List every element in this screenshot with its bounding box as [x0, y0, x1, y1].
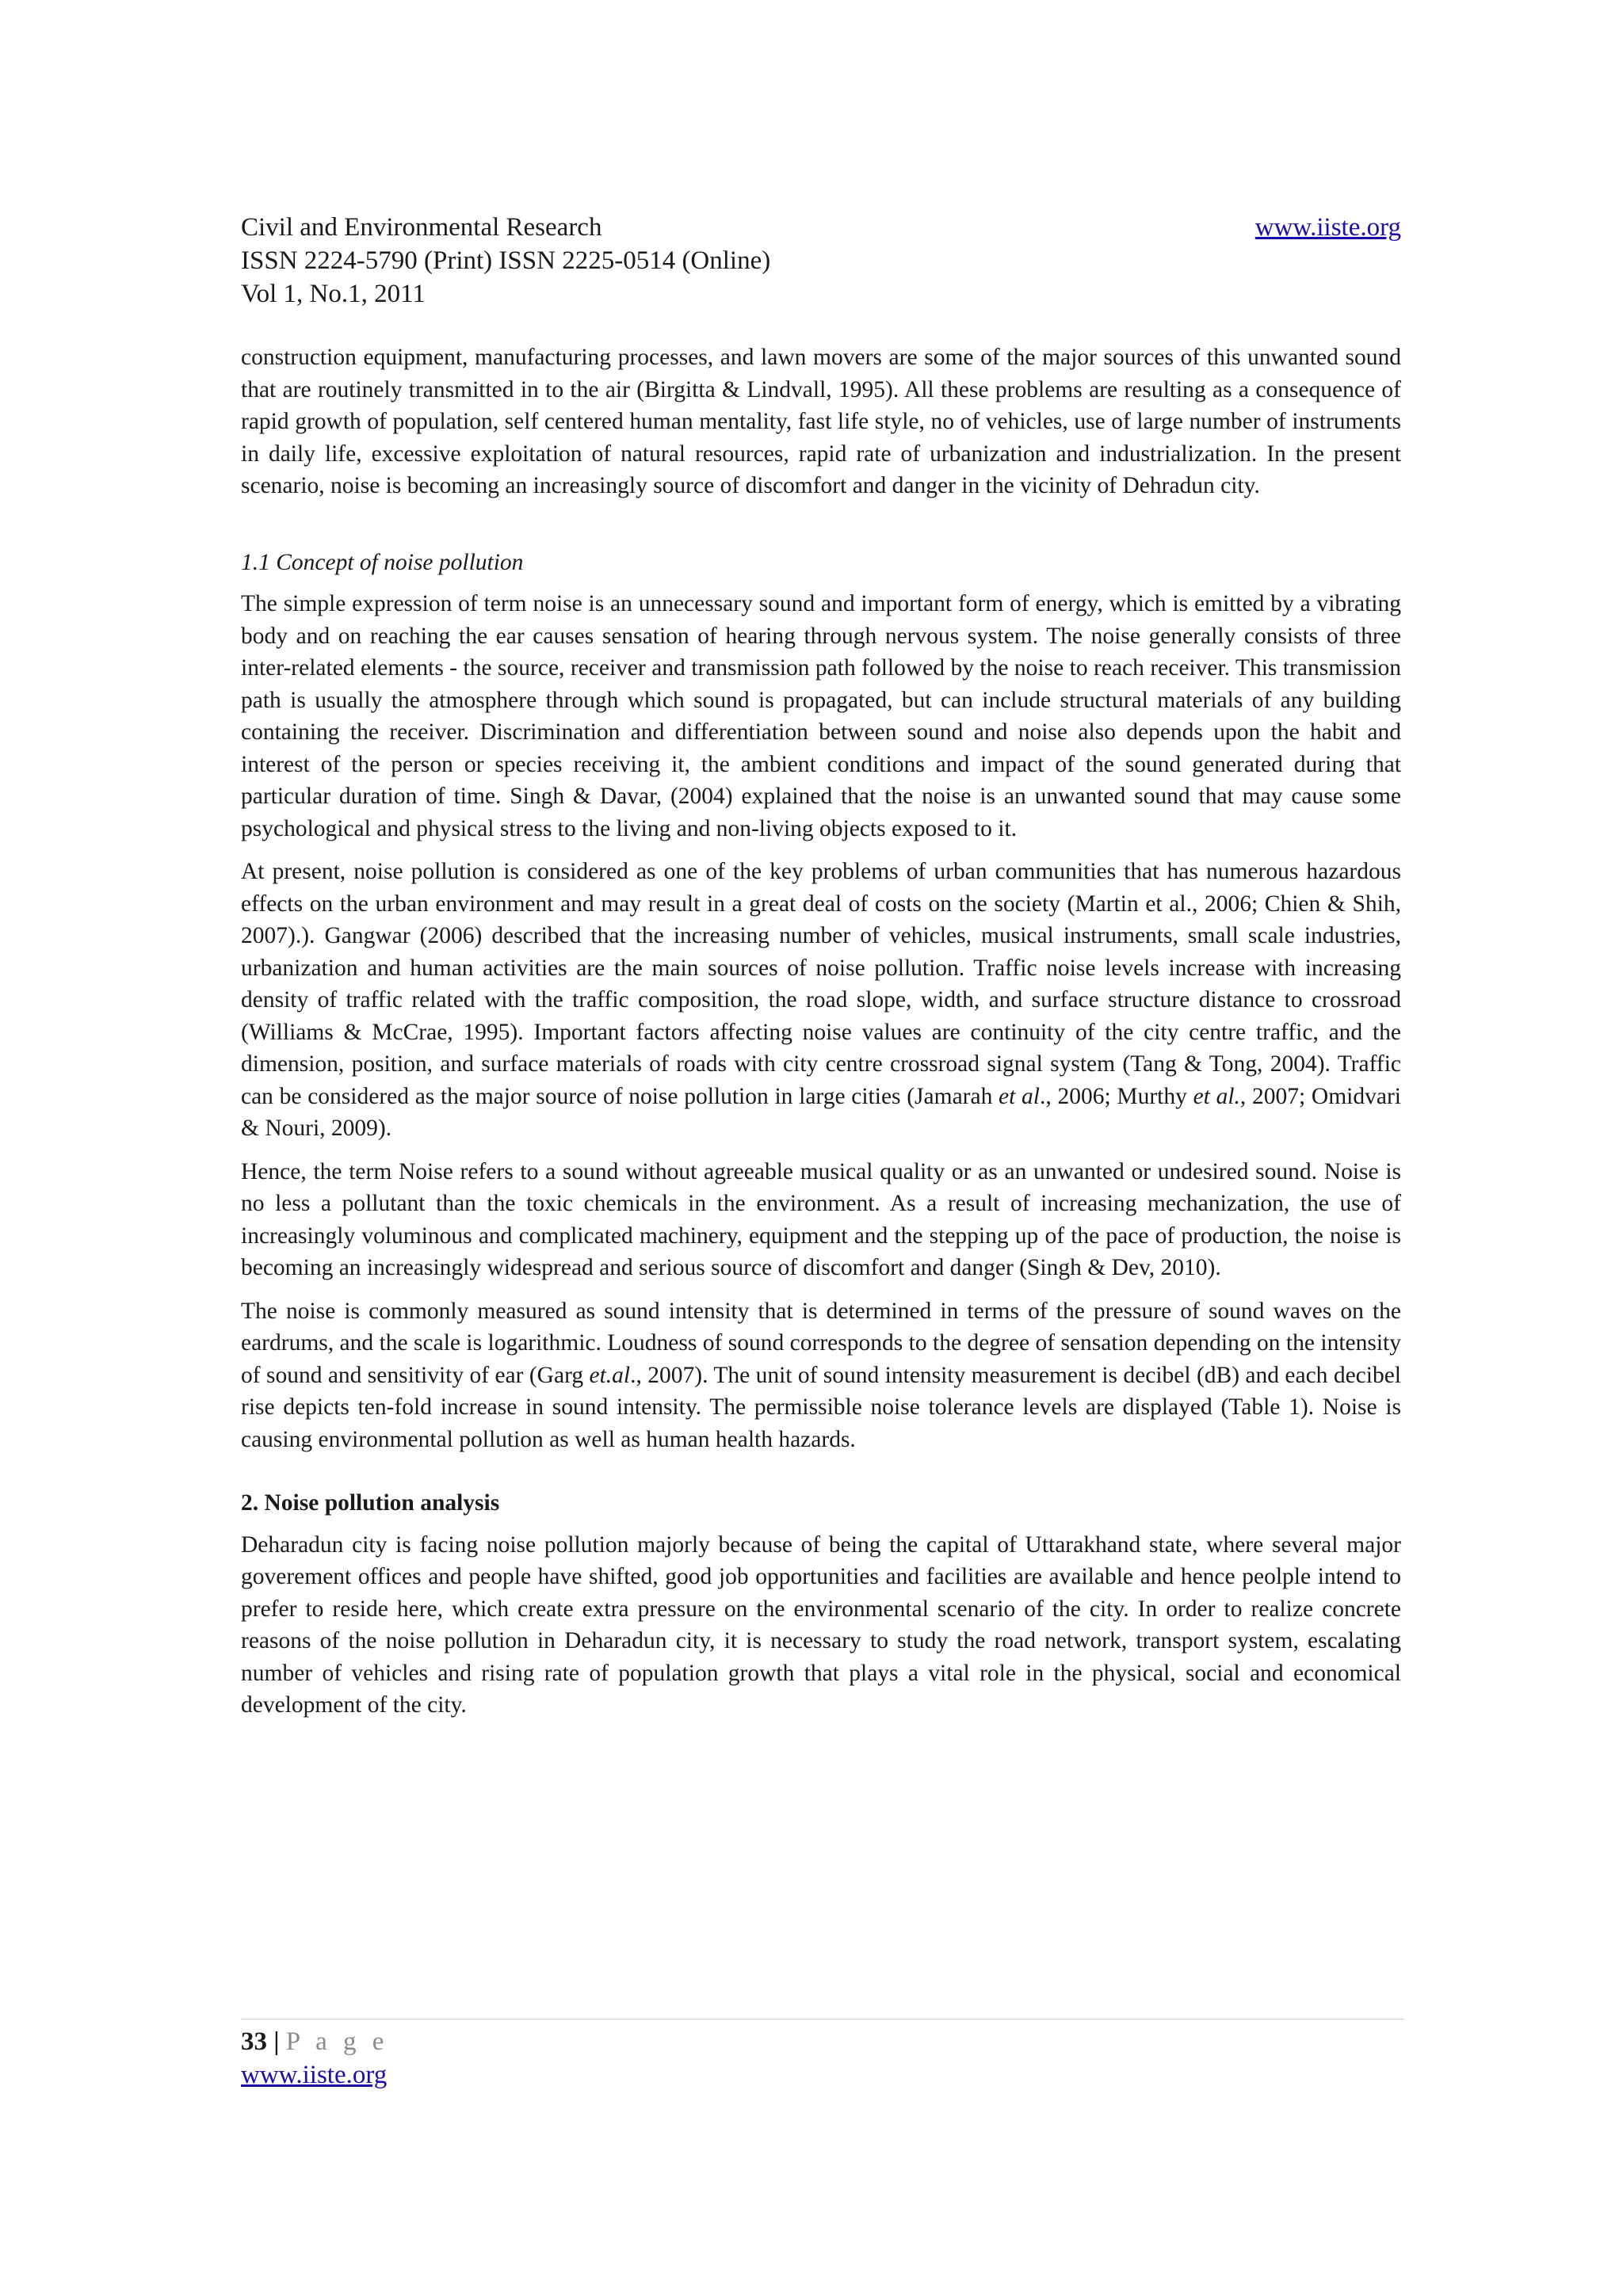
page-header	[241, 211, 1401, 311]
issn-line: ISSN 2224-5790 (Print) ISSN 2225-0514 (Online)	[241, 246, 771, 275]
measure-text-b: ., 2007). The unit of sound intensity measurement is decibel (dB) and each decibel rise depicts ten-fold increase in sound intensity. The permissible noise tolerance levels are displayed (Table 1). Noise is causing environmental pollution as well as human health hazards.	[241, 1362, 1401, 1452]
measure-etal: et.al	[589, 1362, 631, 1388]
intro-paragraph: construction equipment, manufacturing processes, and lawn movers are some of the major sources of this unwanted sound that are routinely transmitted in to the air (Birgitta & Lindvall, 1995). All these problems are resulting as a consequence of rapid growth of population, self centered human mentality, fast life style, no of vehicles, use of large number of instruments in daily life, excessive exploitation of natural resources, rapid rate of urbanization and industrialization. In the present scenario, noise is becoming an increasingly source of discomfort and danger in the vicinity of Dehradun city.	[241, 345, 1401, 498]
journal-title: Civil and Environmental Research	[241, 213, 602, 242]
page-separator: |	[273, 2027, 280, 2056]
present-text-c: , 2007; Omidvari & Nouri, 2009).	[241, 1083, 1401, 1141]
measure-text-a: The noise is commonly measured as sound intensity that is determined in terms of the pressure of sound waves on the eardrums, and the scale is logarithmic. Loudness of sound corresponds to the degree of sensation depending on the intensity of sound and sensitivity of ear (Garg	[241, 1298, 1401, 1388]
present-paragraph	[241, 856, 1401, 1145]
present-text-b: ., 2006; Murthy	[1040, 1083, 1193, 1109]
page-label: P a g e	[285, 2027, 389, 2056]
present-etal-2: et al.	[1193, 1083, 1240, 1109]
page-footer	[241, 2025, 388, 2092]
concept-paragraph: The simple expression of term noise is an unnecessary sound and important form of energy, which is emitted by a vibrating body and on reaching the ear causes sensation of hearing through nervous system. The noise generally consists of three inter-related elements - the source, receiver and transmission path followed by the noise to reach receiver. This transmission path is usually the atmosphere through which sound is propagated, but can include structural materials of any building containing the receiver. Discrimination and differentiation between sound and noise also depends upon the habit and interest of the person or species receiving it, the ambient conditions and impact of the sound generated during that particular duration of time. Singh & Davar, (2004) explained that the noise is an unwanted sound that may cause some psychological and physical stress to the living and non-living objects exposed to it.	[241, 591, 1401, 841]
analysis-paragraph: Deharadun city is facing noise pollution majorly because of being the capital of Uttarakhand state, where several major goverement offices and people have shifted, good job opportunities and facilities are available and hence peolple intend to prefer to reside here, which create extra pressure on the environmental scenario of the city. In order to realize concrete reasons of the noise pollution in Deharadun city, it is necessary to study the road network, transport system, escalating number of vehicles and rising rate of population growth that plays a vital role in the physical, social and economical development of the city.	[241, 1531, 1401, 1718]
subsection-heading: 1.1 Concept of noise pollution	[241, 549, 524, 575]
present-text-a: At present, noise pollution is considered as one of the key problems of urban communities that has numerous hazardous effects on the urban environment and may result in a great deal of costs on the society (Martin et al., 2006; Chien & Shih, 2007).). Gangwar (2006) described that the increasing number of vehicles, musical instruments, small scale industries, urbanization and human activities are the main sources of noise pollution. Traffic noise levels increase with increasing density of traffic related with the traffic composition, the road slope, width, and surface structure distance to crossroad (Williams & McCrae, 1995). Important factors affecting noise values are continuity of the city centre traffic, and the dimension, position, and surface materials of roads with city centre crossroad signal system (Tang & Tong, 2004). Traffic can be considered as the major source of noise pollution in large cities (Jamarah	[241, 859, 1401, 1109]
page-number: 33	[241, 2027, 267, 2056]
volume-line: Vol 1, No.1, 2011	[241, 280, 426, 308]
measure-paragraph	[241, 1295, 1401, 1456]
header-website-link[interactable]: www.iiste.org	[1254, 213, 1401, 242]
section-heading: 2. Noise pollution analysis	[241, 1490, 500, 1516]
hence-paragraph: Hence, the term Noise refers to a sound without agreeable musical quality or as an unwanted or undesired sound. Noise is no less a pollutant than the toxic chemicals in the environment. As a result of increasing mechanization, the use of increasingly voluminous and complicated machinery, equipment and the stepping up of the pace of production, the noise is becoming an increasingly widespread and serious source of discomfort and danger (Singh & Dev, 2010).	[241, 1158, 1401, 1280]
present-etal-1: et al	[999, 1083, 1040, 1109]
footer-website-link[interactable]: www.iiste.org	[241, 2061, 388, 2089]
article-body	[241, 341, 1401, 1733]
